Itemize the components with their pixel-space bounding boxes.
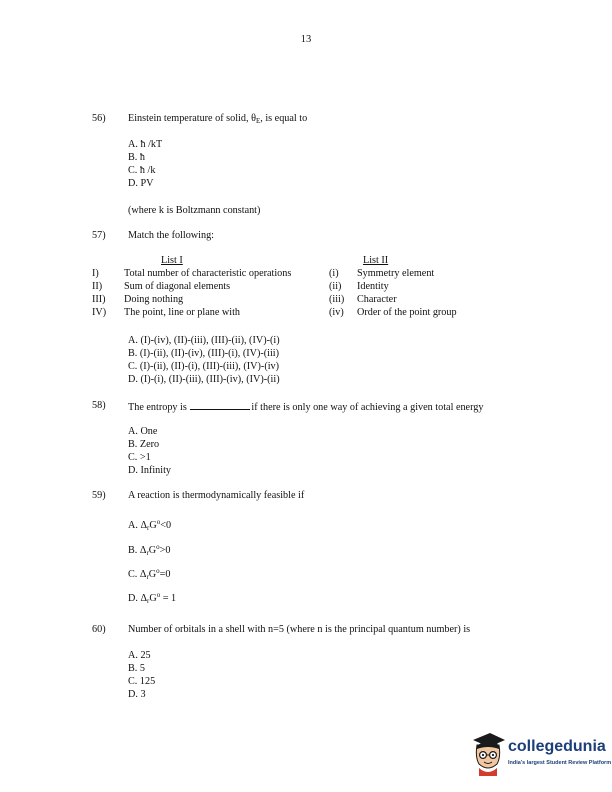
question-57-option-d: D. (I)-(i), (II)-(iii), (III)-(iv), (IV)-(ii) [128,374,280,385]
list-1-item-text: Doing nothing [124,294,184,305]
question-59-option-a: A. $\Delta_rG^o<0$ [128,518,172,532]
question-58-option-d: D. Infinity [128,465,172,476]
list-1-heading: List I [161,255,183,266]
brand-name: collegedunia [508,738,606,755]
question-57-number: 57) [92,230,106,241]
question-60-number: 60) [92,624,106,635]
list-2-item-text: Identity [357,281,389,292]
list-1-item-number: I) [92,268,99,279]
question-58-option-b: B. Zero [128,439,160,450]
question-57-option-a: A. (I)-(iv), (II)-(iii), (III)-(ii), (IV)-(i) [128,335,280,346]
question-58-text: The entropy is if there is only one way of achieving a given total energy [128,402,484,413]
question-60-option-a: A. 25 [128,650,151,661]
question-56-option-a: A. ħ /kT [128,139,163,150]
list-1-item-text: Sum of diagonal elements [124,281,231,292]
question-56-option-d: D. PV [128,178,154,189]
list-2-item-text: Character [357,294,397,305]
question-56-option-b: B. ħ [128,152,145,163]
question-60-option-d: D. 3 [128,689,146,700]
list-2-heading: List II [363,255,389,266]
question-56-note: (where k is Boltzmann constant) [128,205,261,216]
list-2-item-number: (i) [329,268,339,279]
question-56-number: 56) [92,113,106,124]
question-58-number: 58) [92,400,106,411]
question-59-number: 59) [92,490,106,501]
question-57-option-c: C. (I)-(ii), (II)-(i), (III)-(iii), (IV)-(iv) [128,361,280,372]
list-2-item-number: (ii) [329,281,342,292]
answer-blank [190,400,250,410]
question-59-option-d: D. $\Delta_rG^o = 1$ [128,591,177,605]
question-59-option-b: B. $\Delta_rG^o>0$ [128,543,171,557]
question-58-option-c: C. >1 [128,452,151,463]
list-1-item-number: II) [92,281,103,292]
collegedunia-logo [470,730,610,780]
list-1-item-text: The point, line or plane with [124,307,240,318]
question-56-text: Einstein temperature of solid, $\theta_E$, is equal to [128,113,308,125]
question-56-option-c: C. ħ /k [128,165,156,176]
list-2-item-text: Symmetry element [357,268,435,279]
mascot-icon [470,730,506,776]
page-number: 13 [300,34,312,45]
list-2-item-text: Order of the point group [357,307,457,318]
list-1-item-number: IV) [92,307,107,318]
list-1-item-number: III) [92,294,106,305]
question-58-option-a: A. One [128,426,158,437]
list-2-item-number: (iv) [329,307,344,318]
question-57-text: Match the following: [128,230,215,241]
question-57-option-b: B. (I)-(ii), (II)-(iv), (III)-(i), (IV)-(iii) [128,348,280,359]
brand-tagline: India's largest Student Review Platform [508,760,612,766]
question-60-option-c: C. 125 [128,676,156,687]
list-1-item-text: Total number of characteristic operations [124,268,292,279]
question-59-option-c: C. $\Delta_rG^o=0$ [128,567,171,581]
question-59-text: A reaction is thermodynamically feasible if [128,490,305,501]
question-60-option-b: B. 5 [128,663,145,674]
question-60-text: Number of orbitals in a shell with n=5 (where n is the principal quantum number) is [128,624,471,635]
list-2-item-number: (iii) [329,294,345,305]
